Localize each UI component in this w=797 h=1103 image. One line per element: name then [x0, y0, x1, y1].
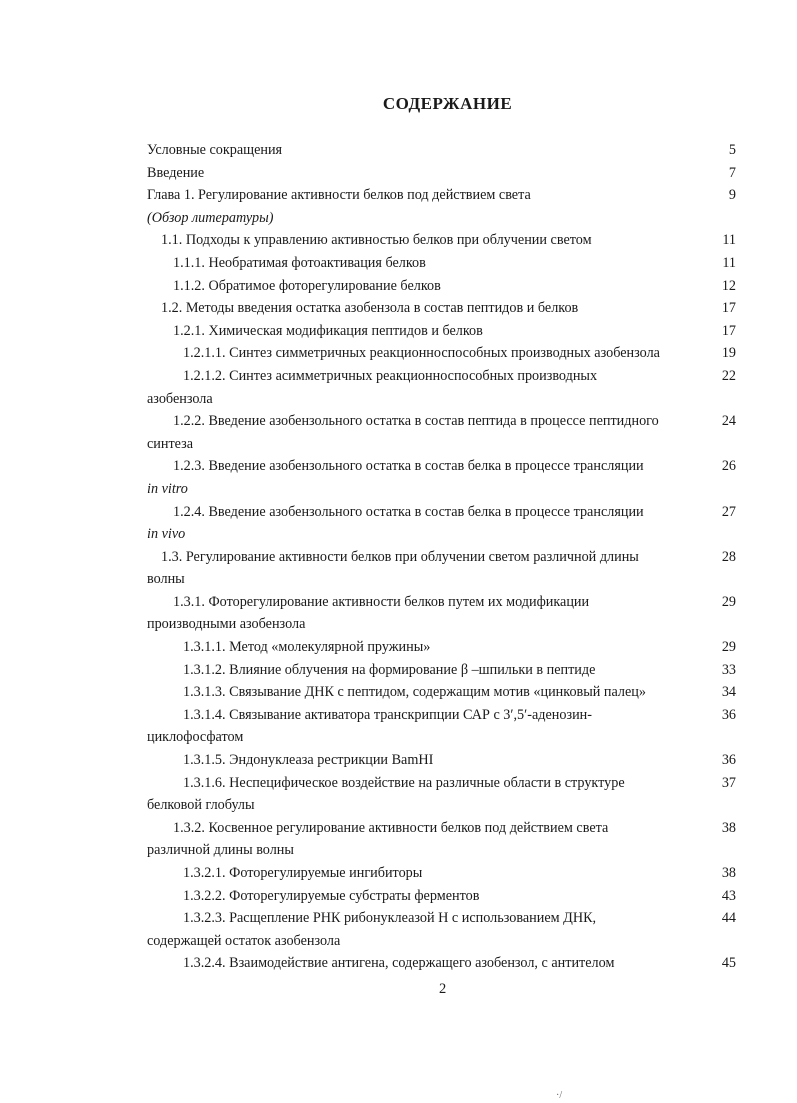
toc-entry	[147, 139, 736, 162]
toc-entry-title: 1.2.4. Введение азобензольного остатка в состав белка в процессе трансляции	[173, 503, 644, 520]
toc-entry-title: 1.3.1.2. Влияние облучения на формирование β –шпильки в пептиде	[183, 661, 596, 678]
toc-page-number: 37	[721, 774, 736, 791]
toc-entry-text	[147, 139, 703, 162]
toc-entry-text	[147, 342, 703, 365]
toc-entry	[147, 501, 736, 546]
toc-page-number: 44	[721, 910, 736, 927]
toc-entry-text	[147, 252, 703, 275]
toc-page-number: 45	[721, 955, 736, 972]
toc-entry-text	[147, 862, 703, 885]
toc-entry-continuation: (Обзор литературы)	[147, 209, 274, 226]
toc-entry	[147, 297, 736, 320]
toc-entry-text	[147, 681, 703, 704]
toc-entry	[147, 704, 736, 749]
toc-entry-title: Условные сокращения	[147, 142, 283, 158]
page-number: 2	[439, 981, 447, 997]
toc-entry-text	[147, 501, 703, 546]
toc-entry	[147, 275, 736, 298]
toc-page-number: 26	[721, 458, 736, 475]
toc-entry	[147, 636, 736, 659]
toc-page-number: 12	[721, 277, 736, 294]
toc-entry-title: 1.3.2.2. Фоторегулируемые субстраты ферментов	[183, 887, 480, 904]
toc-entry-title: 1.3.2. Косвенное регулирование активности белков под действием света	[173, 819, 609, 836]
toc-entry	[147, 410, 736, 455]
toc-entry-title: 1.3.2.4. Взаимодействие антигена, содержащего азобензол, с антителом	[183, 955, 615, 972]
toc-entry-text	[147, 297, 703, 320]
toc-entry	[147, 952, 736, 975]
toc-entry-text	[147, 184, 703, 229]
toc-page-number: 29	[721, 593, 736, 610]
toc-entry	[147, 681, 736, 704]
toc-entry	[147, 320, 736, 343]
toc-entry-title: 1.2.3. Введение азобензольного остатка в состав белка в процессе трансляции	[173, 458, 644, 475]
toc-entry-text	[147, 591, 703, 636]
toc-entry-text	[147, 229, 703, 252]
toc-entry-title: 1.1.1. Необратимая фотоактивация белков	[173, 254, 426, 271]
toc-entry-continuation: in vivo	[147, 526, 186, 543]
toc-entry-continuation: белковой глобулы	[147, 797, 255, 814]
toc-entry	[147, 455, 736, 500]
toc-entry-title: 1.2.1.2. Синтез асимметричных реакционноспособных производных	[183, 367, 598, 384]
toc-entry-title: 1.3.1.3. Связывание ДНК с пептидом, содержащим мотив «цинковый палец»	[183, 684, 646, 701]
toc-page-number: 27	[721, 503, 736, 520]
toc-entry	[147, 772, 736, 817]
toc-entry-text	[147, 952, 703, 975]
toc-entry-text	[147, 772, 703, 817]
toc-entry-title: 1.1.2. Обратимое фоторегулирование белков	[173, 277, 441, 294]
toc-entry-continuation: циклофосфатом	[147, 729, 244, 746]
table-of-contents	[147, 139, 736, 975]
toc-entry-title: 1.2.2. Введение азобензольного остатка в состав пептида в процессе пептидного	[173, 413, 659, 430]
page-title: СОДЕРЖАНИЕ	[382, 94, 513, 113]
toc-page-number: 22	[721, 367, 736, 384]
toc-entry	[147, 817, 736, 862]
toc-page-number: 38	[721, 819, 736, 836]
toc-page-number: 11	[722, 254, 736, 271]
toc-entry-text	[147, 320, 703, 343]
toc-entry	[147, 659, 736, 682]
toc-entry-text	[147, 455, 703, 500]
toc-page-number: 24	[721, 413, 736, 430]
toc-entry-text	[147, 162, 703, 185]
toc-page-number: 34	[721, 684, 736, 701]
toc-entry-title: 1.3.1.5. Эндонуклеаза рестрикции BamHI	[183, 752, 434, 769]
toc-entry-continuation: содержащей остаток азобензола	[147, 932, 341, 949]
toc-entry	[147, 885, 736, 908]
toc-entry-continuation: азобензола	[147, 390, 213, 407]
toc-entry-title: 1.3.1. Фоторегулирование активности белков путем их модификации	[173, 593, 590, 610]
toc-entry	[147, 365, 736, 410]
toc-entry-continuation: производными азобензола	[147, 616, 306, 633]
toc-entry-title: 1.3.1.1. Метод «молекулярной пружины»	[183, 639, 431, 656]
toc-entry-title: 1.2. Методы введения остатка азобензола в состав пептидов и белков	[161, 300, 579, 317]
toc-entry-continuation: синтеза	[147, 435, 194, 452]
toc-page-number: 9	[728, 187, 736, 204]
toc-page-number: 5	[728, 142, 736, 158]
toc-entry-continuation: in vitro	[147, 480, 188, 497]
toc-entry-title: 1.3.2.3. Расщепление РНК рибонуклеазой Н с использованием ДНК,	[183, 910, 597, 927]
toc-page-number: 38	[721, 865, 736, 881]
toc-entry-continuation: волны	[147, 571, 185, 588]
toc-entry-title: 1.3.1.4. Связывание активатора транскрипции САР с 3′,5′-аденозин-	[183, 706, 592, 723]
toc-entry-text	[147, 885, 703, 908]
toc-entry-title: 1.3.2.1. Фоторегулируемые ингибиторы	[183, 865, 423, 881]
toc-entry	[147, 591, 736, 636]
toc-entry-continuation: различной длины волны	[147, 842, 294, 859]
toc-entry	[147, 252, 736, 275]
toc-entry-text	[147, 749, 703, 772]
toc-page-number: 19	[721, 345, 736, 362]
toc-entry-text	[147, 410, 703, 455]
toc-entry-title: 1.3. Регулирование активности белков при облучении светом различной длины	[161, 548, 639, 565]
toc-entry-title: Введение	[147, 164, 205, 181]
toc-page-number: 17	[721, 300, 736, 317]
toc-entry-text	[147, 907, 703, 952]
toc-entry-text	[147, 546, 703, 591]
scan-mark: ·/	[556, 1090, 563, 1101]
toc-entry-title: 1.3.1.6. Неспецифическое воздействие на различные области в структуре	[183, 774, 625, 791]
toc-entry	[147, 749, 736, 772]
toc-entry-title: 1.1. Подходы к управлению активностью белков при облучении светом	[161, 232, 592, 249]
toc-entry	[147, 546, 736, 591]
toc-page-number: 36	[721, 752, 736, 769]
toc-entry	[147, 862, 736, 885]
toc-entry-text	[147, 704, 703, 749]
toc-entry	[147, 162, 736, 185]
toc-entry-text	[147, 817, 703, 862]
toc-entry	[147, 229, 736, 252]
toc-page-number: 7	[728, 164, 736, 181]
toc-entry-text	[147, 275, 703, 298]
toc-entry-title: 1.2.1. Химическая модификация пептидов и белков	[173, 322, 483, 339]
toc-entry-title: 1.2.1.1. Синтез симметричных реакционноспособных производных азобензола	[183, 345, 660, 362]
toc-page-number: 36	[721, 706, 736, 723]
toc-entry	[147, 907, 736, 952]
toc-page-number: 29	[721, 639, 736, 656]
toc-entry-text	[147, 636, 703, 659]
toc-entry	[147, 342, 736, 365]
toc-page-number: 43	[721, 887, 736, 904]
toc-entry-text	[147, 365, 703, 410]
toc-page-number: 17	[721, 322, 736, 339]
toc-entry-title: Глава 1. Регулирование активности белков под действием света	[147, 187, 531, 204]
toc-entry-text	[147, 659, 703, 682]
toc-page-number: 28	[721, 548, 736, 565]
toc-entry	[147, 184, 736, 229]
toc-page-number: 33	[721, 661, 736, 678]
toc-page-number: 11	[722, 232, 736, 249]
